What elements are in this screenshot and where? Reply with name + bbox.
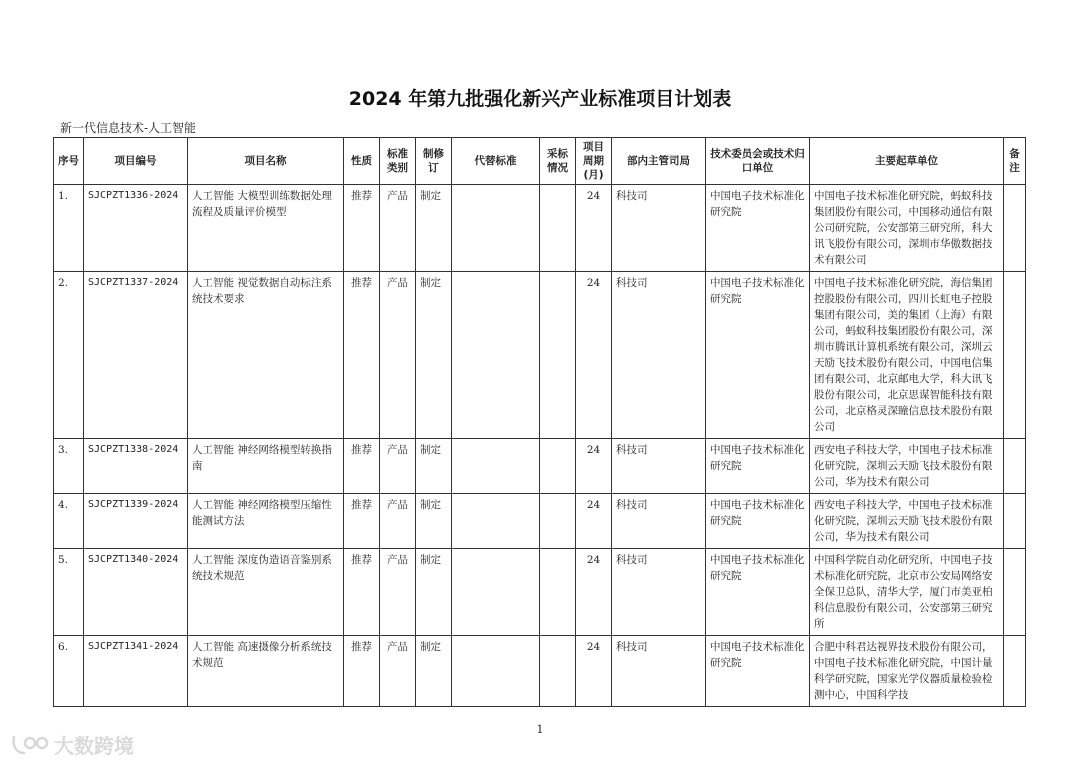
cell-nature: 推荐 — [344, 549, 380, 636]
cell-period: 24 — [576, 272, 612, 439]
header-committee: 技术委员会或技术归口单位 — [706, 138, 810, 185]
header-nature: 性质 — [344, 138, 380, 185]
table-row — [54, 636, 1026, 707]
table-row — [54, 272, 1026, 439]
cell-no: 1. — [54, 185, 84, 272]
cell-nature: 推荐 — [344, 439, 380, 494]
cell-code: SJCPZT1339-2024 — [84, 494, 188, 549]
cell-drafters: 合肥中科君达视界技术股份有限公司，中国电子技术标准化研究院，中国计量科学研究院，国家光学仪器质量检验检测中心，中国科学技 — [810, 636, 1004, 707]
cell-category: 产品 — [380, 185, 416, 272]
cell-remarks — [1004, 636, 1026, 707]
cell-nature: 推荐 — [344, 494, 380, 549]
cell-code: SJCPZT1337-2024 — [84, 272, 188, 439]
cell-revision: 制定 — [416, 636, 452, 707]
cell-revision: 制定 — [416, 439, 452, 494]
cell-drafters: 西安电子科技大学，中国电子技术标准化研究院，深圳云天励飞技术股份有限公司，华为技术有限公司 — [810, 439, 1004, 494]
cell-period: 24 — [576, 636, 612, 707]
header-adoption: 采标情况 — [540, 138, 576, 185]
cell-department: 科技司 — [612, 549, 706, 636]
header-drafters: 主要起草单位 — [810, 138, 1004, 185]
cell-period: 24 — [576, 439, 612, 494]
cell-name: 人工智能 神经网络模型转换指南 — [188, 439, 344, 494]
cell-category: 产品 — [380, 272, 416, 439]
table-row — [54, 185, 1026, 272]
cell-drafters: 中国电子技术标准化研究院，蚂蚁科技集团股份有限公司，中国移动通信有限公司研究院，公安部第三研究所，科大讯飞股份有限公司，深圳市华傲数据技术有限公司 — [810, 185, 1004, 272]
cell-adoption — [540, 272, 576, 439]
header-category: 标准类别 — [380, 138, 416, 185]
cell-revision: 制定 — [416, 549, 452, 636]
header-remarks: 备注 — [1004, 138, 1026, 185]
cell-name: 人工智能 神经网络模型压缩性能测试方法 — [188, 494, 344, 549]
cell-period: 24 — [576, 494, 612, 549]
header-replaces: 代替标准 — [452, 138, 540, 185]
cell-code: SJCPZT1340-2024 — [84, 549, 188, 636]
header-seq: 序号 — [54, 138, 84, 185]
cell-nature: 推荐 — [344, 636, 380, 707]
cell-remarks — [1004, 185, 1026, 272]
cell-revision: 制定 — [416, 494, 452, 549]
header-period: 项目周期(月) — [576, 138, 612, 185]
cell-no: 5. — [54, 549, 84, 636]
cell-remarks — [1004, 439, 1026, 494]
cell-adoption — [540, 439, 576, 494]
cell-department: 科技司 — [612, 636, 706, 707]
cell-name: 人工智能 深度伪造语音鉴别系统技术规范 — [188, 549, 344, 636]
cell-no: 3. — [54, 439, 84, 494]
section-label: 新一代信息技术-人工智能 — [60, 121, 197, 135]
cell-revision: 制定 — [416, 272, 452, 439]
cell-name: 人工智能 高速摄像分析系统技术规范 — [188, 636, 344, 707]
cell-replaces — [452, 549, 540, 636]
cell-committee: 中国电子技术标准化研究院 — [706, 439, 810, 494]
header-code: 项目编号 — [84, 138, 188, 185]
watermark-text: 大数跨境 — [54, 734, 134, 758]
cell-category: 产品 — [380, 636, 416, 707]
cell-department: 科技司 — [612, 272, 706, 439]
cell-name: 人工智能 视觉数据自动标注系统技术要求 — [188, 272, 344, 439]
cell-committee: 中国电子技术标准化研究院 — [706, 549, 810, 636]
cell-code: SJCPZT1338-2024 — [84, 439, 188, 494]
watermark-logo-icon — [10, 733, 50, 757]
cell-department: 科技司 — [612, 494, 706, 549]
cell-adoption — [540, 636, 576, 707]
header-revision: 制修订 — [416, 138, 452, 185]
header-department: 部内主管司局 — [612, 138, 706, 185]
cell-replaces — [452, 439, 540, 494]
cell-no: 4. — [54, 494, 84, 549]
cell-adoption — [540, 549, 576, 636]
cell-committee: 中国电子技术标准化研究院 — [706, 185, 810, 272]
cell-no: 2. — [54, 272, 84, 439]
cell-period: 24 — [576, 549, 612, 636]
cell-nature: 推荐 — [344, 185, 380, 272]
cell-category: 产品 — [380, 549, 416, 636]
cell-committee: 中国电子技术标准化研究院 — [706, 494, 810, 549]
cell-category: 产品 — [380, 439, 416, 494]
cell-drafters: 中国科学院自动化研究所，中国电子技术标准化研究院，北京市公安局网络安全保卫总队，清华大学，厦门市美亚柏科信息股份有限公司，公安部第三研究所 — [810, 549, 1004, 636]
cell-remarks — [1004, 549, 1026, 636]
cell-committee: 中国电子技术标准化研究院 — [706, 636, 810, 707]
cell-remarks — [1004, 272, 1026, 439]
cell-adoption — [540, 185, 576, 272]
document-title: 2024 年第九批强化新兴产业标准项目计划表 — [348, 88, 732, 110]
cell-committee: 中国电子技术标准化研究院 — [706, 272, 810, 439]
cell-name: 人工智能 大模型训练数据处理流程及质量评价模型 — [188, 185, 344, 272]
table-row — [54, 439, 1026, 494]
cell-replaces — [452, 494, 540, 549]
cell-drafters: 中国电子技术标准化研究院，海信集团控股股份有限公司，四川长虹电子控股集团有限公司，美的集团（上海）有限公司，蚂蚁科技集团股份有限公司，深圳市腾讯计算机系统有限公司，深圳云天励飞技术股份有限公司，中国电信集团有限公司，北京邮电大学，科大讯飞股份有限公司，北京思谋智能科技有限公司，北京格灵深瞳信息技术股份有限公司 — [810, 272, 1004, 439]
table-row — [54, 494, 1026, 549]
page-number: 1 — [536, 723, 544, 736]
cell-period: 24 — [576, 185, 612, 272]
watermark — [10, 730, 134, 759]
cell-nature: 推荐 — [344, 272, 380, 439]
table-row — [54, 549, 1026, 636]
cell-drafters: 西安电子科技大学，中国电子技术标准化研究院，深圳云天励飞技术股份有限公司，华为技术有限公司 — [810, 494, 1004, 549]
table-body — [54, 185, 1026, 707]
cell-category: 产品 — [380, 494, 416, 549]
standards-table — [53, 137, 1026, 707]
cell-replaces — [452, 272, 540, 439]
table-header-row — [54, 138, 1026, 185]
cell-revision: 制定 — [416, 185, 452, 272]
header-name: 项目名称 — [188, 138, 344, 185]
cell-department: 科技司 — [612, 439, 706, 494]
cell-no: 6. — [54, 636, 84, 707]
cell-remarks — [1004, 494, 1026, 549]
cell-replaces — [452, 636, 540, 707]
cell-code: SJCPZT1336-2024 — [84, 185, 188, 272]
cell-replaces — [452, 185, 540, 272]
cell-adoption — [540, 494, 576, 549]
cell-code: SJCPZT1341-2024 — [84, 636, 188, 707]
cell-department: 科技司 — [612, 185, 706, 272]
